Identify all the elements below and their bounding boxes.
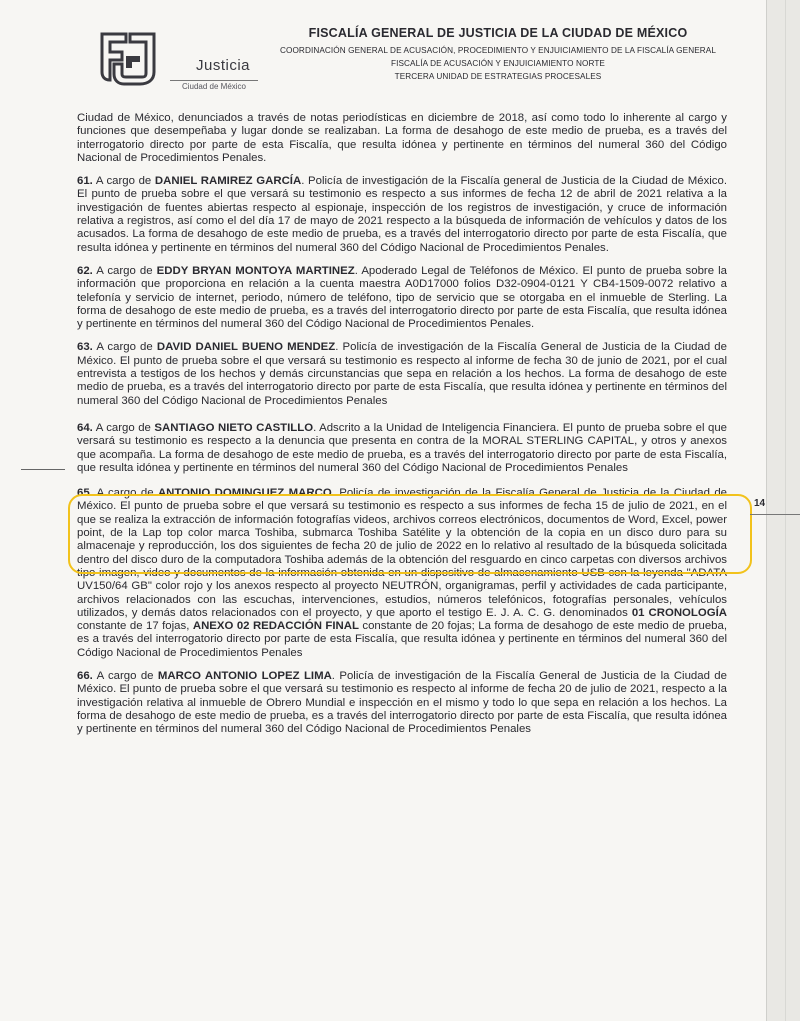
logo-wordmark: Justicia — [196, 57, 251, 74]
text: A cargo de — [92, 264, 157, 277]
highlight-box — [68, 494, 752, 574]
header-line-3: FISCALÍA DE ACUSACIÓN Y ENJUICIAMIENTO NORTE — [391, 59, 605, 68]
intro-text: Ciudad de México, denunciados a través de notas periodísticas en diciembre de 2018, así como todo lo inherente al cargo y funciones que desempeñaba y lugar donde se realizaban. La forma de desahogo de este medio de prueba, es a través del interrogatorio directo por parte de esta Fiscalía, que resulta idónea y pertinente en términos del numeral 360 del Código Nacional de Procedimientos Penales. — [77, 112, 727, 164]
margin-line — [21, 469, 65, 470]
header-line-4: TERCERA UNIDAD DE ESTRATEGIAS PROCESALES — [394, 72, 602, 81]
side-line — [750, 514, 800, 515]
text: constante de 20 fojas; La forma de desahogo de este medio de prueba, es a través del interrogatorio directo por parte de esta Fiscalía, que resulta idónea y pertinente en términos del numeral 360 del Código Nacional de Procedimientos Penales — [77, 620, 728, 659]
text: A cargo de — [92, 487, 158, 500]
paragraph-61 — [77, 175, 727, 255]
witness-name: DANIEL RAMIREZ GARCÍA — [154, 175, 302, 188]
paragraph-63 — [77, 341, 727, 407]
item-number: 65. — [77, 487, 93, 500]
annex-title: ANEXO 02 REDACCIÓN FINAL — [192, 620, 359, 633]
text: A cargo de — [92, 421, 155, 434]
item-number: 62. — [77, 264, 93, 277]
text: . Policía de investigación de la Fiscalía General de Justicia de la Ciudad de México. El punto de prueba sobre el que versará su testimonio es respecto a sus informes de fecha 15 de julio de 2021, en el que se realiza la extracción de información fotografías videos, archivos correos electrónicos, documentos de Word, Excel, power point, de la Lap top color marca Toshiba, submarca Toshiba Satélite y la obtención de la copia en un disco duro para su almacenaje y reproducción, los dos siguientes de fecha 20 de julio de 2022 en lo relativo al resultado de la búsqueda solicitada dentro del disco duro de la computadora Toshiba además de la obtención del resguardo en cinco carpetas con diversos archivos tipo imagen, video y documentos de la información obtenida en un dispositivo de almacenamiento USB con la leyenda "ADATA UV150/64 GB" color rojo y los anexos respecto al proyecto NEUTRÓN, organigramas, perfil y actividades de cada participante, archivos relacionados con las escuchas, intervenciones, estudios, números telefónicos, fotografías personales, vehículos utilizados, y demás datos relacionados con el proyecto, y que aporto el testigo E. J. A. C. G. denominados — [77, 487, 727, 619]
header-line-2: COORDINACIÓN GENERAL DE ACUSACIÓN, PROCEDIMIENTO Y ENJUICIAMIENTO DE LA FISCALÍA GENERAL — [279, 46, 716, 55]
text: . Apoderado Legal de Teléfonos de México. El punto de prueba sobre la información que proporciona en relación a la cuenta maestra A0D17000 folios D32-0904-0121 Y CB4-1509-0072 relativo a telefonía y servicio de internet, periodo, número de teléfono, tipo de servicio que se otorgaba en el inmueble de Sterling. La forma de desahogo de este medio de prueba, es a través del interrogatorio directo por parte de esta Fiscalía, que resulta idónea y pertinente en términos del numeral 360 del Código Nacional de Procedimientos Penales. — [77, 264, 727, 331]
text: A cargo de — [92, 175, 155, 188]
witness-name: EDDY BRYAN MONTOYA MARTINEZ — [156, 264, 355, 277]
document-header — [262, 26, 734, 83]
page-edge — [766, 0, 800, 1021]
text: A cargo de — [92, 341, 157, 354]
witness-name: MARCO ANTONIO LOPEZ LIMA — [157, 669, 332, 682]
witness-name: DAVID DANIEL BUENO MENDEZ — [156, 341, 336, 354]
witness-name: ANTONIO DOMINGUEZ MARCO — [157, 487, 332, 500]
text: constante de 17 fojas, — [77, 620, 193, 633]
text: . Adscrito a la Unidad de Inteligencia Financiera. El punto de prueba sobre el que versará su testimonio es respecto a la denuncia que presenta en contra de la MORAL STERLING CAPITAL, y otros y anexos que acompaña. La forma de desahogo de este medio de prueba, es a través del interrogatorio directo por parte de esta Fiscalía, que resulta idónea y pertinente en términos del numeral 360 del Código Nacional de Procedimientos Penales — [77, 421, 727, 474]
item-number: 63. — [77, 341, 93, 354]
paragraph-intro — [77, 112, 727, 165]
annex-title: 01 CRONOLOGÍA — [631, 606, 727, 619]
text: . Policía de investigación de la Fiscalía General de Justicia de la Ciudad de México. El punto de prueba sobre el que versará su testimonio es respecto al informe de fecha 20 de julio de 2021, respecto a la investigación relativa al inmueble de Obrero Mundial e inspección en el mismo y todo lo que sepa en relación a los hechos. La forma de desahogo de este medio de prueba, es a través del interrogatorio directo por parte de esta Fiscalía, que resulta idónea y pertinente en términos del numeral 360 del Código Nacional de Procedimientos Penales — [77, 669, 727, 736]
item-number: 66. — [77, 669, 93, 682]
witness-name: SANTIAGO NIETO CASTILLO — [154, 421, 314, 434]
document-body — [77, 112, 727, 746]
side-page-number: 14 — [754, 498, 766, 509]
text: . Policía de investigación de la Fiscalía general de Justicia de la Ciudad de México. El punto de prueba sobre el que versará su testimonio es respecto a sus informes de fecha 12 de abril de 2021 relativa a la investigación de fuentes abiertas respecto al espionaje, inspección de los registros de investigación, y cruce de información relativa a registros, así como el del día 17 de mayo de 2021 respecto a la búsqueda de información de vehículos y datos de los acusados. La forma de desahogo de este medio de prueba, es a través del interrogatorio directo por parte de esta Fiscalía, que resulta idónea y pertinente en términos del numeral 360 del Código Nacional de Procedimientos Penales. — [77, 175, 727, 254]
logo-subtitle: Ciudad de México — [170, 80, 258, 91]
text: A cargo de — [92, 669, 158, 682]
paragraph-66 — [77, 670, 727, 736]
item-number: 64. — [77, 421, 93, 434]
header-title: FISCALÍA GENERAL DE JUSTICIA DE LA CIUDAD DE MÉXICO — [308, 26, 688, 40]
fgj-logo-icon — [96, 30, 160, 88]
paragraph-62 — [77, 265, 727, 331]
text: . Policía de investigación de la Fiscalía General de Justicia de la Ciudad de México. El punto de prueba sobre el que versará su testimonio es respecto al informe de fecha 30 de junio de 2021, por el cual entrevista a testigos de los hechos y demás circunstancias que sepa en relación a los hechos. La forma de desahogo de este medio de prueba, es a través del interrogatorio directo por parte de esta Fiscalía, que resulta idónea y pertinente en términos del numeral 360 del Código Nacional de Procedimientos Penales — [77, 341, 727, 407]
item-number: 61. — [77, 175, 93, 188]
paragraph-64 — [77, 422, 727, 475]
